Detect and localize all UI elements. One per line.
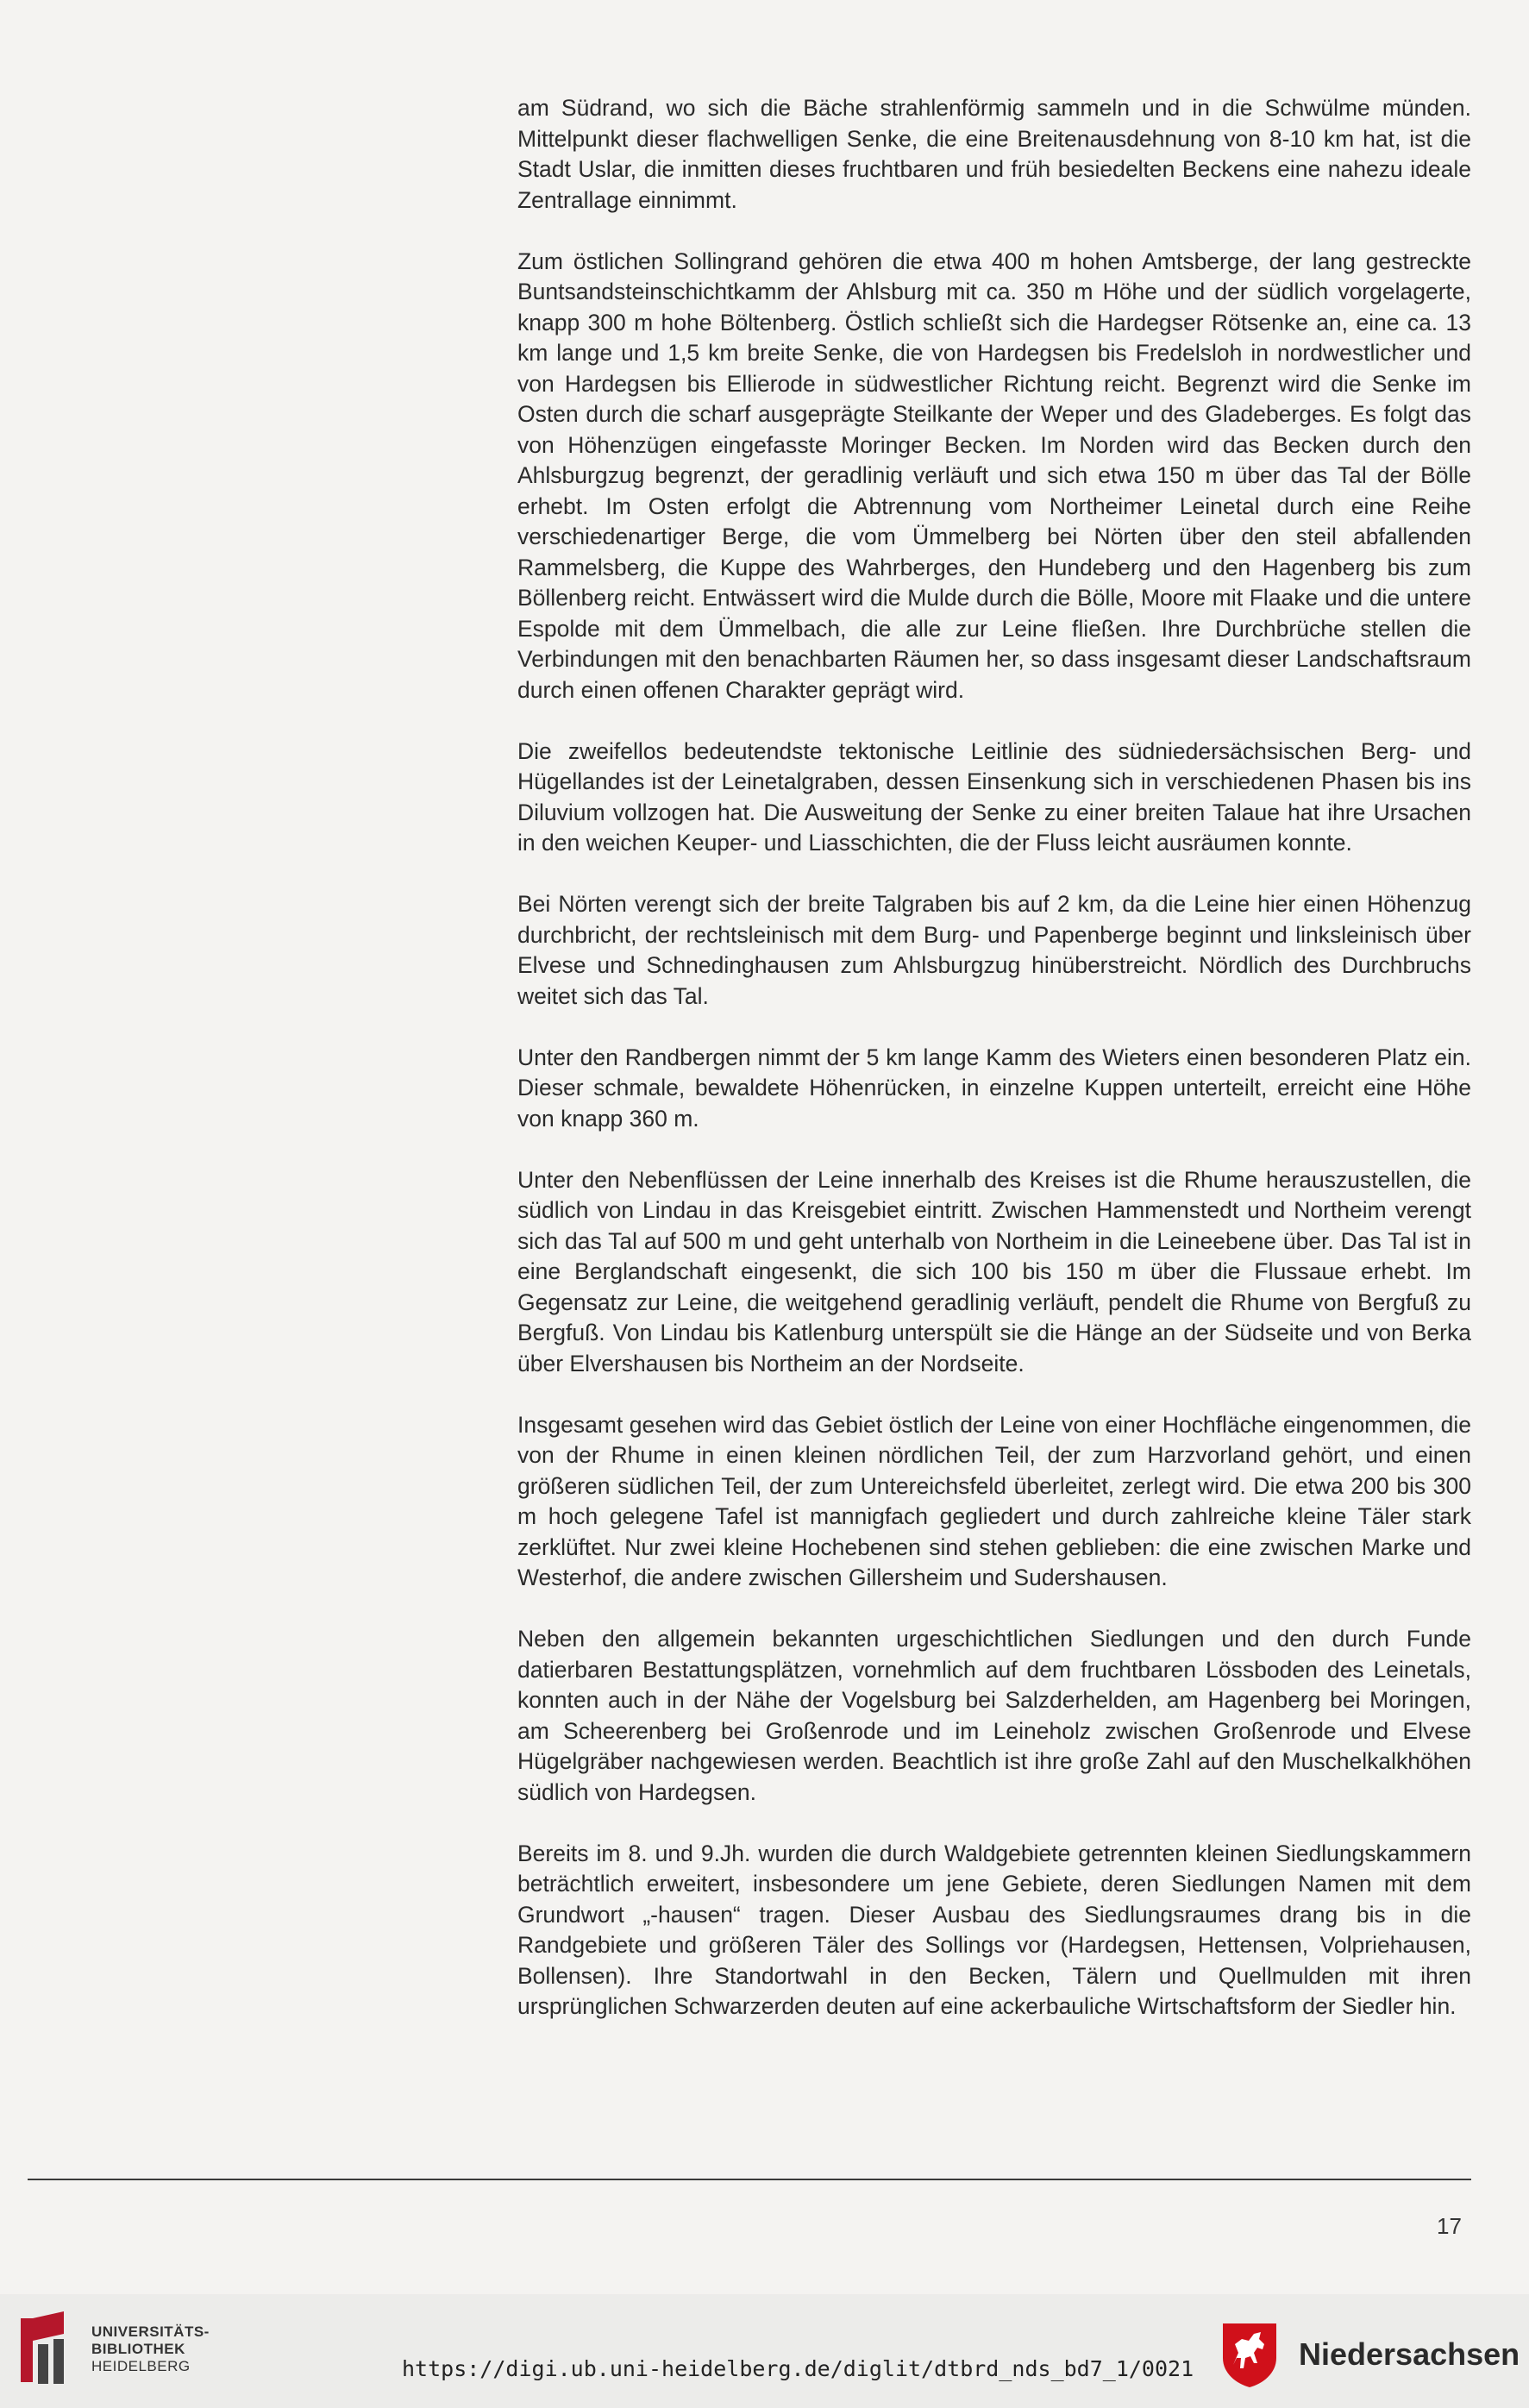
ub-heidelberg-logo-icon (19, 2310, 76, 2389)
library-line-3: HEIDELBERG (91, 2358, 191, 2374)
library-line-2: BIBLIOTHEK (91, 2341, 185, 2357)
niedersachsen-logo[interactable] (1219, 2320, 1520, 2389)
paragraph-1: am Südrand, wo sich die Bäche strahlenförmig sammeln und in die Schwülme münden. Mittelpunkt dieser flachwelligen Senke, die eine Breitenausdehnung von 8-10 km hat, ist die Stadt Uslar, die inmitten dieses fruchtbaren und früh besiedelten Beckens eine nahezu ideale Zentrallage einnimmt. (517, 95, 1471, 213)
library-line-1: UNIVERSITÄTS- (91, 2323, 210, 2340)
page-number: 17 (1437, 2213, 1462, 2239)
source-url-link[interactable]: https://digi.ub.uni-heidelberg.de/diglit/dtbrd_nds_bd7_1/0021 (402, 2356, 1194, 2381)
ub-heidelberg-wordmark (91, 2323, 210, 2375)
paragraph-5: Unter den Randbergen nimmt der 5 km lange Kamm des Wieters einen besonderen Platz ein. Dieser schmale, bewaldete Höhenrücken, in einzelne Kuppen unterteilt, erreicht eine Höhe von knapp 360 m. (517, 1044, 1471, 1132)
paragraph-7: Insgesamt gesehen wird das Gebiet östlich der Leine von einer Hochfläche eingenommen, die von der Rhume in einen kleinen nördlichen Teil, der zum Harzvorland gehört, und einen größeren südlichen Teil, der zum Untereichsfeld überleitet, zerlegt wird. Die etwa 200 bis 300 m hoch gelegene Tafel ist mannigfach gegliedert und durch zahlreiche kleine Täler stark zerklüftet. Nur zwei kleine Hochebenen sind stehen geblieben: die eine zwischen Marke und Westerhof, die andere zwischen Gillersheim und Sudershausen. (517, 1411, 1471, 1590)
text-column (517, 93, 1471, 2053)
ub-heidelberg-logo[interactable] (19, 2310, 210, 2389)
paragraph-8: Neben den allgemein bekannten urgeschichtlichen Siedlungen und den durch Funde datierbaren Bestattungsplätzen, vornehmlich auf dem fruchtbaren Lössboden des Leinetals, konnten auch in der Nähe der Vogelsburg bei Salzderhelden, am Hagenberg bei Moringen, am Scheerenberg bei Großenrode und im Leineholz zwischen Großenrode und Elvese Hügelgräber nachgewiesen werden. Beachtlich ist ihre große Zahl auf den Muschelkalkhöhen südlich von Hardegsen. (517, 1626, 1471, 1805)
paragraph-9: Bereits im 8. und 9.Jh. wurden die durch Waldgebiete getrennten kleinen Siedlungskammern beträchtlich erweitert, insbesondere um jene Gebiete, deren Siedlungen Namen mit dem Grundwort „-hausen“ tragen. Dieser Ausbau des Siedlungsraumes drang bis in die Randgebiete und größeren Täler des Sollings vor (Hardegsen, Hettensen, Volpriehausen, Bollensen). Ihre Standortwahl in den Becken, Tälern und Quellmulden mit ihren ursprünglichen Schwarzerden deuten auf eine ackerbauliche Wirtschaftsform der Siedler hin. (517, 1840, 1471, 2019)
paragraph-4: Bei Nörten verengt sich der breite Talgraben bis auf 2 km, da die Leine hier einen Höhenzug durchbricht, der rechtsleinisch mit dem Burg- und Papenberge beginnt und linksleinisch über Elvese und Schnedinghausen zum Ahlsburgzug hinüberstreicht. Nördlich des Durchbruchs weitet sich das Tal. (517, 891, 1471, 1009)
niedersachsen-horse-shield-icon (1219, 2320, 1280, 2389)
paragraph-3: Die zweifellos bedeutendste tektonische Leitlinie des südniedersächsischen Berg- und Hügellandes ist der Leinetalgraben, dessen Einsenkung sich in verschiedenen Phasen bis ins Diluvium vollzogen hat. Die Ausweitung der Senke zu einer breiten Talaue hat ihre Ursachen in den weichen Keuper- und Liasschichten, die der Fluss leicht ausräumen konnte. (517, 737, 1471, 856)
footer-divider (28, 2179, 1471, 2180)
state-name: Niedersachsen (1299, 2336, 1520, 2372)
paragraph-6: Unter den Nebenflüssen der Leine innerhalb des Kreises ist die Rhume herauszustellen, die südlich von Lindau in das Kreisgebiet eintritt. Zwischen Hammenstedt und Northeim verengt sich das Tal auf 500 m und geht unterhalb von Northeim in die Leineebene über. Das Tal ist in eine Berglandschaft eingesenkt, die sich 100 bis 150 m über die Flussaue erhebt. Im Gegensatz zur Leine, die weitgehend geradlinig verläuft, pendelt die Rhume von Bergfuß zu Bergfuß. Von Lindau bis Katlenburg unterspült sie die Hänge an der Südseite und von Berka über Elvershausen bis Northeim an der Nordseite. (517, 1166, 1471, 1376)
paragraph-2: Zum östlichen Sollingrand gehören die etwa 400 m hohen Amtsberge, der lang gestreckte Buntsandsteinschichtkamm der Ahlsburg mit ca. 350 m Höhe und der südlich vorgelagerte, knapp 300 m hohe Böltenberg. Östlich schließt sich die Hardegser Rötsenke an, eine ca. 13 km lange und 1,5 km breite Senke, die von Hardegsen bis Fredelsloh in nordwestlicher und von Hardegsen bis Ellierode in südwestlicher Richtung reicht. Begrenzt wird die Senke im Osten durch die scharf ausgeprägte Steilkante der Weper und des Gladeberges. Es folgt das von Höhenzügen eingefasste Moringer Becken. Im Norden wird das Becken durch den Ahlsburgzug begrenzt, der geradlinig verläuft und sich etwa 150 m über das Tal der Bölle erhebt. Im Osten erfolgt die Abtrennung vom Northeimer Leinetal durch eine Reihe verschiedenartiger Berge, die vom Ümmelberg bei Nörten über den steil abfallenden Rammelsberg, die Kuppe des Wahrberges, den Hundeberg und den Hagenberg bis zum Böllenberg reicht. Entwässert wird die Mulde durch die Bölle, Moore mit Flaake und die untere Espolde mit dem Ümmelbach, die alle zur Leine fließen. Ihre Durchbrüche stellen die Verbindungen mit den benachbarten Räumen her, so dass insgesamt dieser Landschaftsraum durch einen offenen Charakter geprägt wird. (517, 248, 1471, 703)
